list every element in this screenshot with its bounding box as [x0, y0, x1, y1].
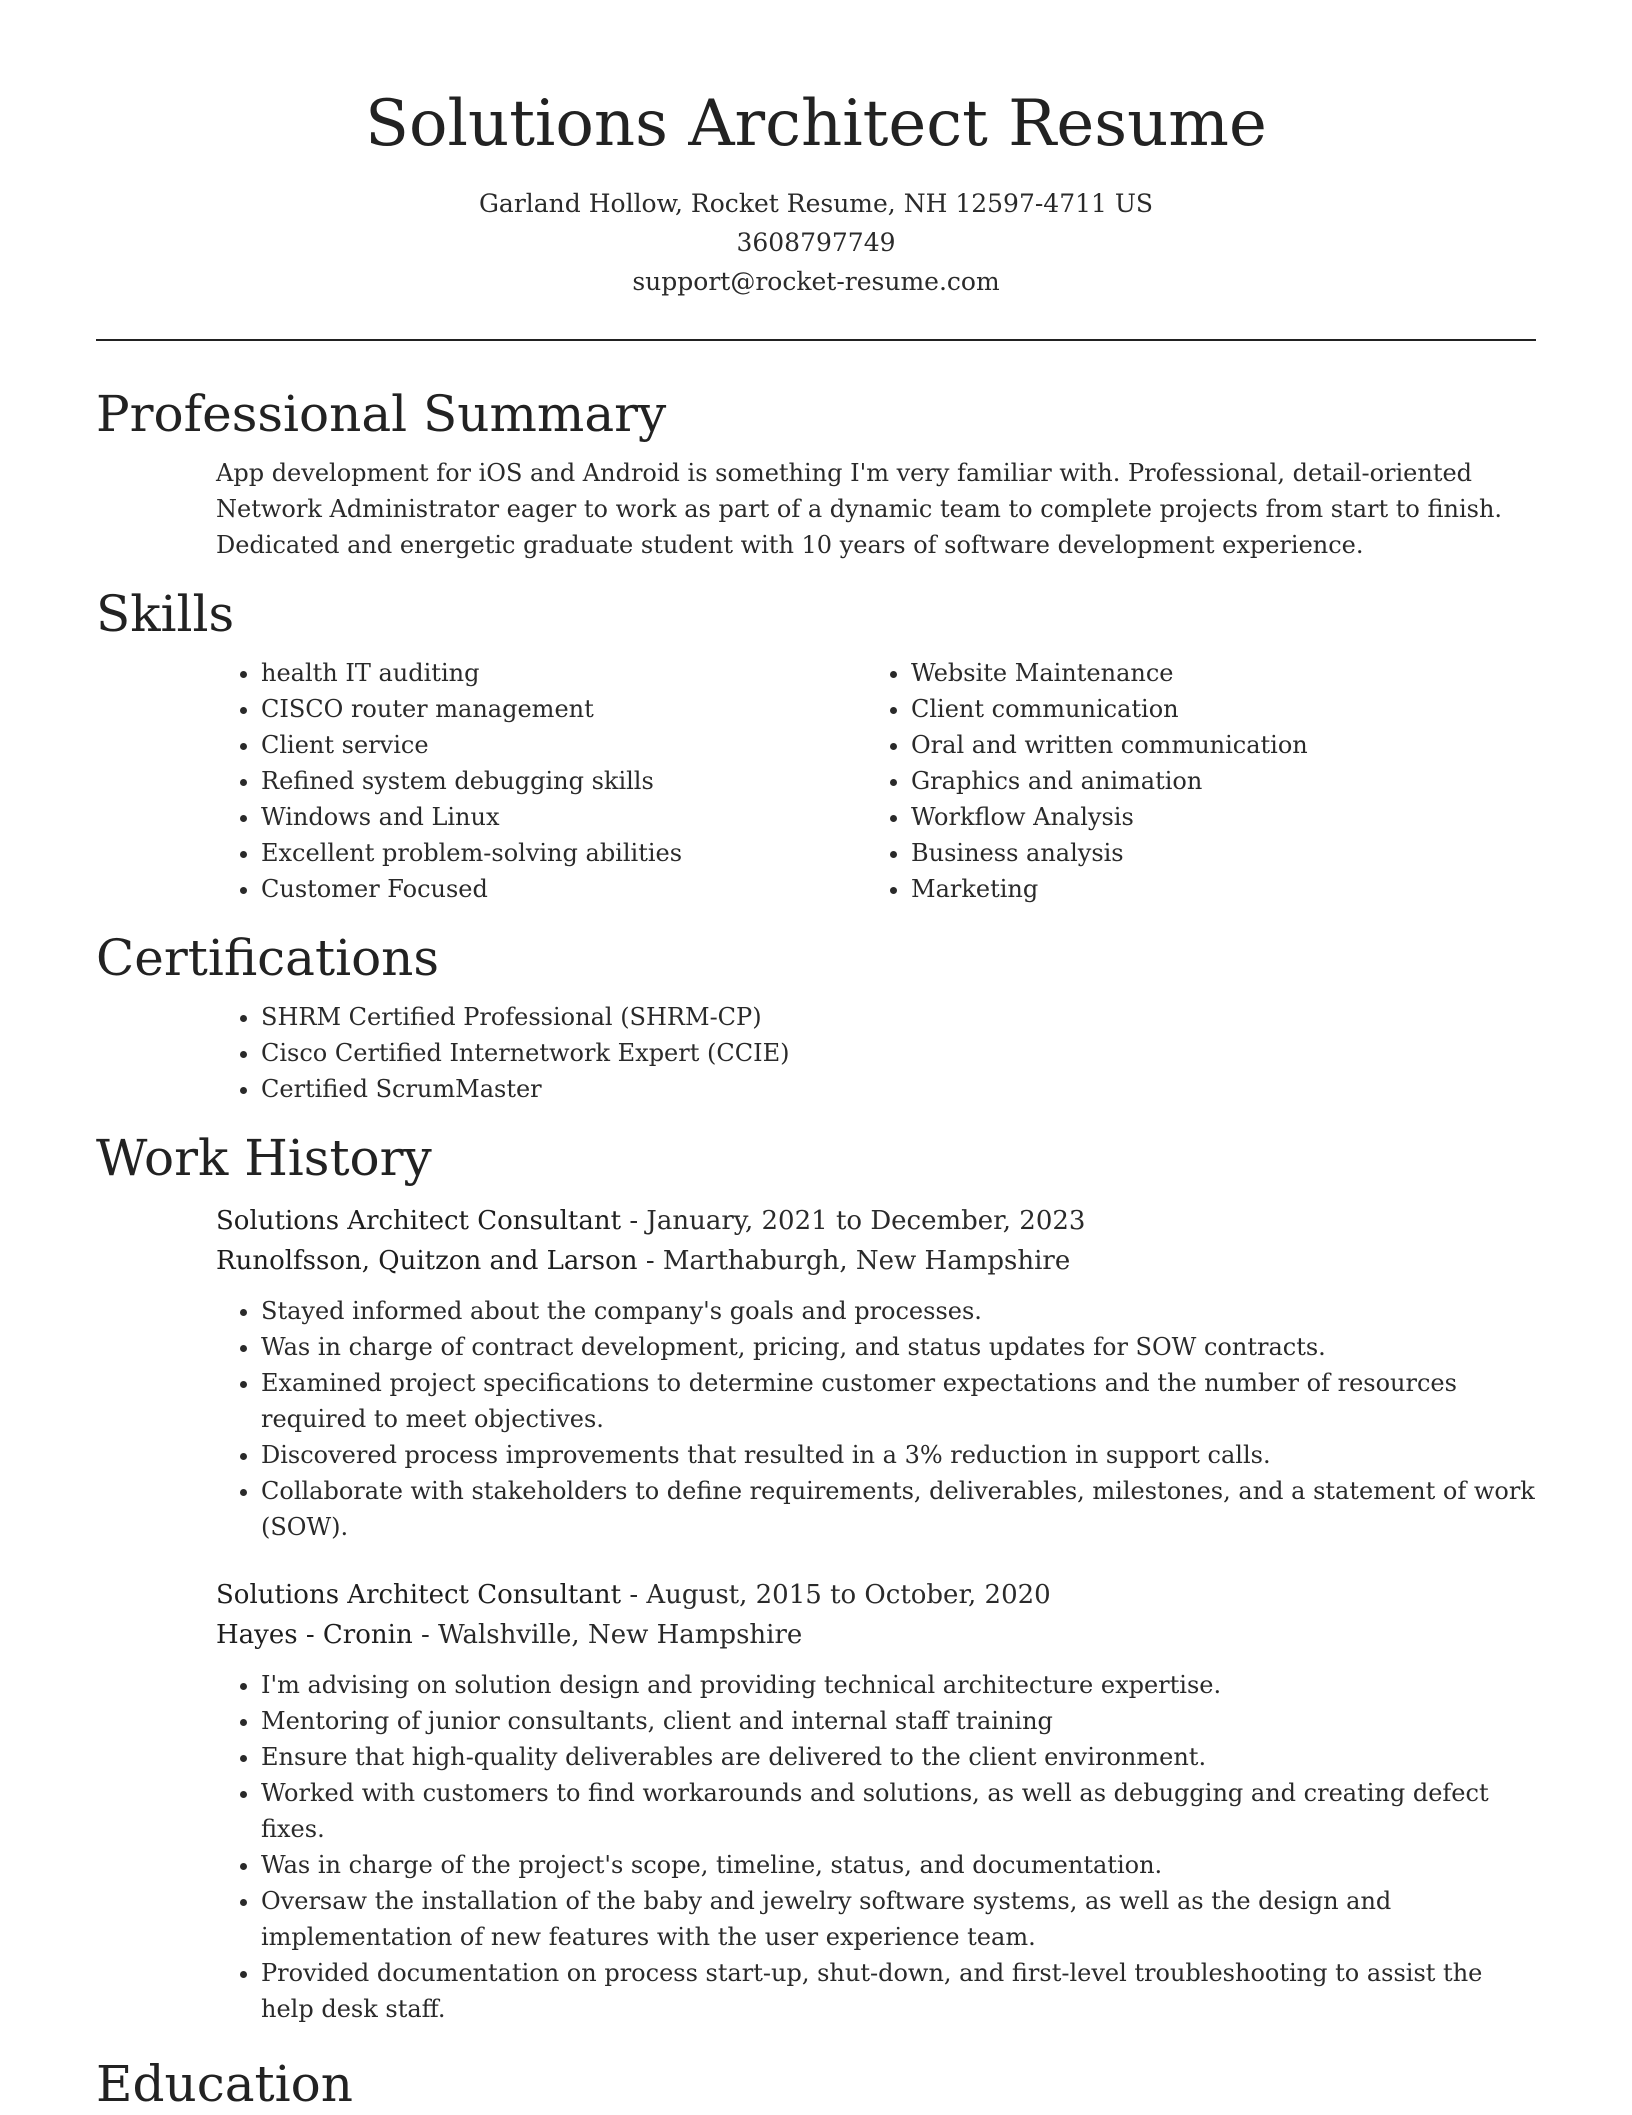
job-company: Runolfsson, Quitzon and Larson [216, 1246, 638, 1276]
job-location: Walshville, New Hampshire [438, 1620, 803, 1650]
job-duty-item: • Mentoring of junior consultants, client and internal staff training [261, 1703, 1536, 1739]
job-duty-item: • Collaborate with stakeholders to define requirements, deliverables, milestones, and a statement of work (SOW). [261, 1473, 1536, 1545]
job-duties-list [216, 1667, 1536, 2027]
skills-column-2 [911, 655, 1308, 907]
skill-item: • Oral and written communication [911, 727, 1308, 763]
education-section [96, 2053, 1536, 2115]
contact-address: Garland Hollow, Rocket Resume, NH 12597-4711 US [478, 189, 1154, 218]
job-title: Solutions Architect Consultant [216, 1580, 622, 1610]
certification-item: • SHRM Certified Professional (SHRM-CP) [261, 999, 1536, 1035]
professional-summary-section [96, 383, 1536, 563]
job-title-line: Solutions Architect Consultant - January, 2021 to December, 2023 [216, 1206, 1086, 1236]
contact-info [0, 184, 1632, 301]
job-duties-list [216, 1293, 1536, 1545]
skill-item: • Graphics and animation [911, 763, 1308, 799]
skill-item: • Workflow Analysis [911, 799, 1308, 835]
job-company-line: Hayes - Cronin - Walshville, New Hampshire [216, 1620, 803, 1650]
job-duty-item: • Ensure that high-quality deliverables are delivered to the client environment. [261, 1739, 1536, 1775]
job-duty-item: • Oversaw the installation of the baby and jewelry software systems, as well as the design and implementation of new features with the user experience team. [261, 1883, 1536, 1955]
certifications-list [96, 999, 1536, 1107]
job-entry [216, 1201, 1536, 1545]
work-history-section [96, 1127, 1536, 2027]
skill-item: • CISCO router management [261, 691, 911, 727]
resume-title: Solutions Architect Resume [365, 87, 1267, 161]
job-company-line: Runolfsson, Quitzon and Larson - Marthaburgh, New Hampshire [216, 1246, 1071, 1276]
skill-item: • health IT auditing [261, 655, 911, 691]
skill-item: • Business analysis [911, 835, 1308, 871]
skill-item: • Windows and Linux [261, 799, 911, 835]
summary-text: App development for iOS and Android is something I'm very familiar with. Professional, detail-oriented Network Administrator eager to work as part of a dynamic team to complete projects from start to finish. Dedicated and energetic graduate student with 10 years of software development experience. [216, 459, 1503, 559]
section-heading-skills: Skills [96, 585, 235, 643]
skills-section [96, 583, 1536, 907]
job-duty-item: • Provided documentation on process start-up, shut-down, and first-level troubleshooting to assist the help desk staff. [261, 1955, 1536, 2027]
job-title-line: Solutions Architect Consultant - August, 2015 to October, 2020 [216, 1580, 1051, 1610]
contact-email: support@rocket-resume.com [632, 267, 1000, 296]
job-duty-item: • Stayed informed about the company's goals and processes. [261, 1293, 1536, 1329]
skill-item: • Client service [261, 727, 911, 763]
skill-item: • Refined system debugging skills [261, 763, 911, 799]
job-duty-item: • I'm advising on solution design and providing technical architecture expertise. [261, 1667, 1536, 1703]
job-duty-item: • Was in charge of the project's scope, timeline, status, and documentation. [261, 1847, 1536, 1883]
section-heading-certifications: Certifications [96, 929, 440, 987]
skill-item: • Website Maintenance [911, 655, 1308, 691]
skill-item: • Customer Focused [261, 871, 911, 907]
job-company: Hayes - Cronin [216, 1620, 413, 1650]
contact-phone: 3608797749 [736, 228, 896, 257]
job-duty-item: • Was in charge of contract development, pricing, and status updates for SOW contracts. [261, 1329, 1536, 1365]
certifications-section [96, 927, 1536, 1107]
certification-item: • Cisco Certified Internetwork Expert (CCIE) [261, 1035, 1536, 1071]
skill-item: • Excellent problem-solving abilities [261, 835, 911, 871]
job-dates: January, 2021 to December, 2023 [646, 1206, 1086, 1236]
section-heading-summary: Professional Summary [96, 385, 667, 443]
skills-grid [96, 655, 1536, 907]
job-location: Marthaburgh, New Hampshire [662, 1246, 1071, 1276]
job-dates: August, 2015 to October, 2020 [646, 1580, 1051, 1610]
section-heading-education: Education [96, 2055, 353, 2113]
job-duty-item: • Examined project specifications to determine customer expectations and the number of resources required to meet objectives. [261, 1365, 1536, 1437]
job-title: Solutions Architect Consultant [216, 1206, 622, 1236]
job-duty-item: • Worked with customers to find workarounds and solutions, as well as debugging and creating defect fixes. [261, 1775, 1536, 1847]
skill-item: • Marketing [911, 871, 1308, 907]
skills-column-1 [96, 655, 911, 907]
section-heading-work-history: Work History [96, 1129, 432, 1187]
job-entry [216, 1575, 1536, 2027]
header-divider [96, 339, 1536, 341]
resume-header [0, 0, 1632, 301]
job-duty-item: • Discovered process improvements that resulted in a 3% reduction in support calls. [261, 1437, 1536, 1473]
certification-item: • Certified ScrumMaster [261, 1071, 1536, 1107]
skill-item: • Client communication [911, 691, 1308, 727]
